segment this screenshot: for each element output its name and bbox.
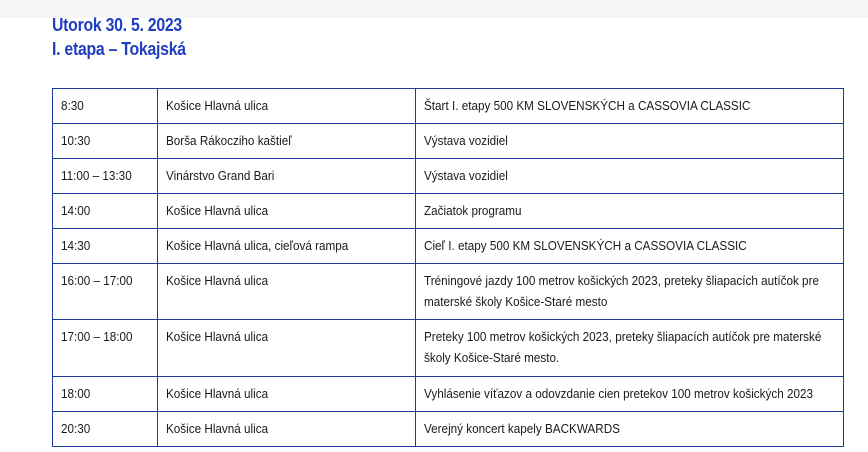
- table-row: [53, 194, 844, 229]
- table-row: [53, 124, 844, 159]
- place-cell: Košice Hlavná ulica: [158, 412, 416, 447]
- time-cell: 10:30: [53, 124, 158, 159]
- event-cell: Tréningové jazdy 100 metrov košických 2023, preteky šliapacích autíčok pre materské školy Košice-Staré mesto: [416, 264, 844, 320]
- table-row: [53, 229, 844, 264]
- event-cell: Výstava vozidiel: [416, 159, 844, 194]
- schedule-heading: [52, 13, 186, 61]
- table-row: [53, 159, 844, 194]
- event-cell: Cieľ I. etapy 500 KM SLOVENSKÝCH a CASSOVIA CLASSIC: [416, 229, 844, 264]
- schedule-table: [52, 88, 844, 447]
- place-cell: Košice Hlavná ulica: [158, 320, 416, 377]
- time-cell: 14:00: [53, 194, 158, 229]
- event-cell: Štart I. etapy 500 KM SLOVENSKÝCH a CASSOVIA CLASSIC: [416, 89, 844, 124]
- time-cell: 17:00 – 18:00: [53, 320, 158, 377]
- event-cell: Verejný koncert kapely BACKWARDS: [416, 412, 844, 447]
- time-cell: 14:30: [53, 229, 158, 264]
- place-cell: Košice Hlavná ulica: [158, 264, 416, 320]
- table-row: [53, 264, 844, 320]
- date-line: Utorok 30. 5. 2023: [52, 15, 182, 35]
- place-cell: Borša Rákocziho kaštieľ: [158, 124, 416, 159]
- event-cell: Vyhlásenie víťazov a odovzdanie cien pretekov 100 metrov košických 2023: [416, 377, 844, 412]
- place-cell: Vinárstvo Grand Bari: [158, 159, 416, 194]
- place-cell: Košice Hlavná ulica: [158, 194, 416, 229]
- event-cell: Výstava vozidiel: [416, 124, 844, 159]
- place-cell: Košice Hlavná ulica: [158, 89, 416, 124]
- time-cell: 11:00 – 13:30: [53, 159, 158, 194]
- table-row: [53, 412, 844, 447]
- time-cell: 16:00 – 17:00: [53, 264, 158, 320]
- table-row: [53, 377, 844, 412]
- place-cell: Košice Hlavná ulica: [158, 377, 416, 412]
- event-cell: Preteky 100 metrov košických 2023, preteky šliapacích autíčok pre materské školy Košice-Staré mesto.: [416, 320, 844, 377]
- table-row: [53, 320, 844, 377]
- time-cell: 20:30: [53, 412, 158, 447]
- table-row: [53, 89, 844, 124]
- time-cell: 8:30: [53, 89, 158, 124]
- place-cell: Košice Hlavná ulica, cieľová rampa: [158, 229, 416, 264]
- stage-line: I. etapa – Tokajská: [52, 39, 186, 59]
- time-cell: 18:00: [53, 377, 158, 412]
- event-cell: Začiatok programu: [416, 194, 844, 229]
